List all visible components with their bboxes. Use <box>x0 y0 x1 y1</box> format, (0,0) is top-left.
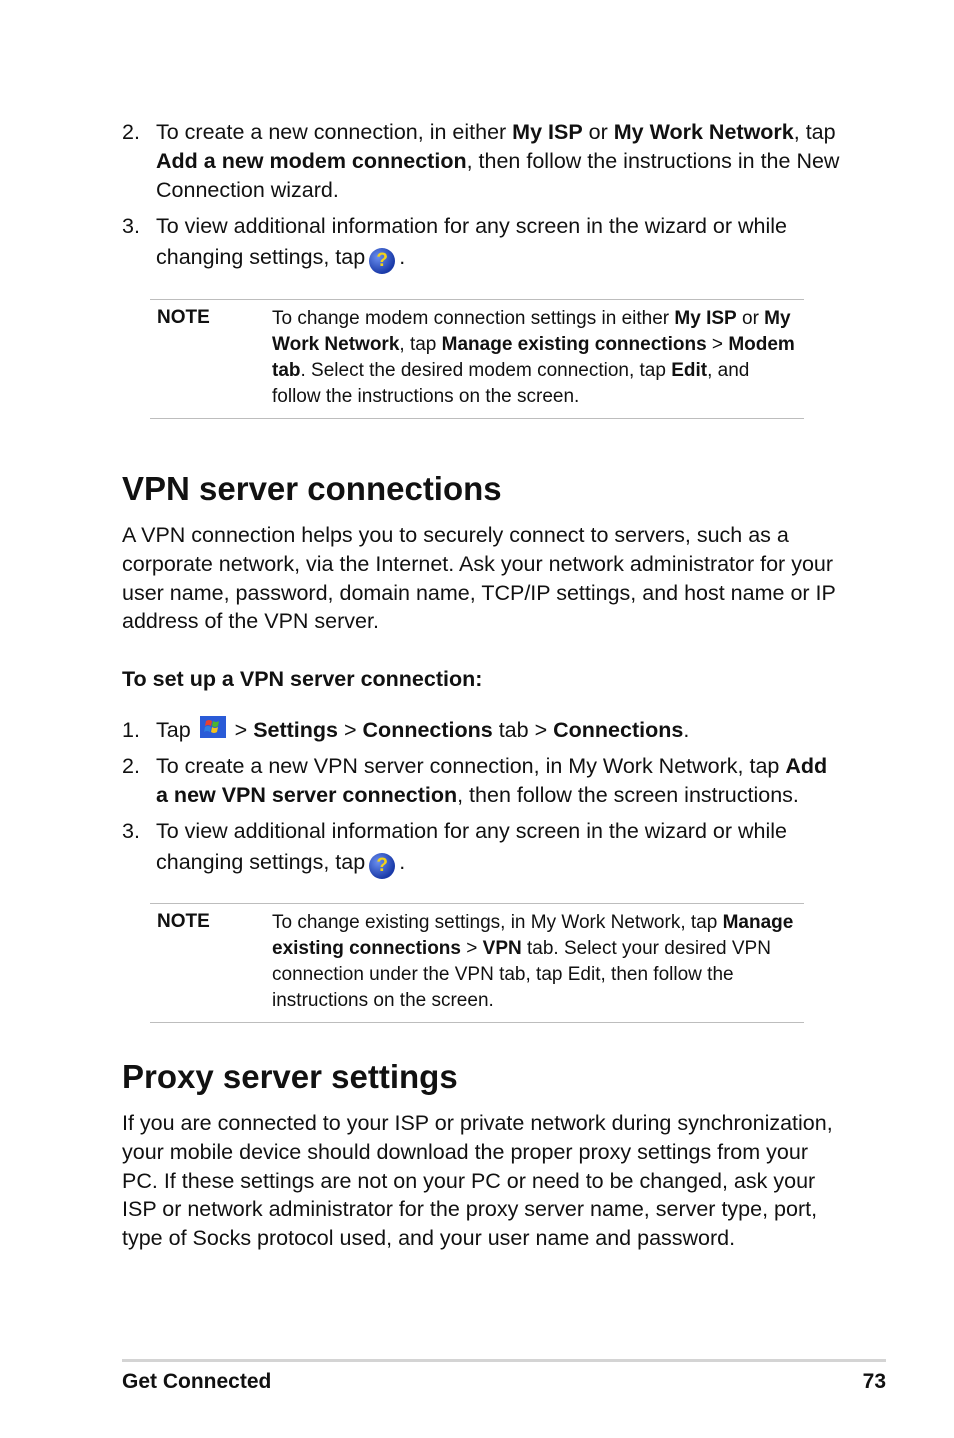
page-number: 73 <box>862 1370 886 1393</box>
vpn-subheading: To set up a VPN server connection: <box>122 667 483 691</box>
note-text: To change modem connection settings in either My ISP or My Work Network, tap Manage existing connections > Modem tab. Select the desired modem connection, tap Edit, and follow the instructions on the screen. <box>272 308 795 407</box>
list-item: 1. Tap > Settings > Connections tab > Connections. <box>122 716 842 745</box>
help-question-icon: ? <box>369 248 395 274</box>
step-number: 2. <box>122 753 140 778</box>
note-label: NOTE <box>157 911 210 932</box>
vpn-steps-list <box>122 716 842 886</box>
step-number: 1. <box>122 718 140 742</box>
help-question-icon: ? <box>369 853 395 879</box>
note-text: To change existing settings, in My Work Network, tap Manage existing connections > VPN tab. Select your desired VPN connection under the VPN tab, tap Edit, then follow the instructions on the screen. <box>272 912 794 1011</box>
list-item: 2. To create a new connection, in either My ISP or My Work Network, tap Add a new modem connection, then follow the instructions in the New Connection wizard. <box>122 120 840 202</box>
proxy-paragraph: If you are connected to your ISP or private network during synchronization, your mobile device should download the proper proxy settings from your PC. If these settings are not on your PC or need to be changed, ask your ISP or network administrator for the proxy server name, server type, port, type of Socks protocol used, and your user name and password. <box>122 1111 833 1251</box>
footer-divider <box>122 1359 886 1362</box>
footer-section-title: Get Connected <box>122 1370 272 1393</box>
section-heading-proxy: Proxy server settings <box>122 1058 458 1095</box>
windows-start-icon <box>200 716 226 738</box>
note-box <box>150 903 804 1023</box>
list-item: 3. To view additional information for any screen in the wizard or while changing settings, tap ? . <box>122 816 842 879</box>
list-item: 3. To view additional information for any screen in the wizard or while changing settings, tap ? . <box>122 211 842 274</box>
step-number: 2. <box>122 120 140 144</box>
step-number: 3. <box>122 214 140 239</box>
top-steps-list <box>122 118 842 281</box>
vpn-intro-paragraph: A VPN connection helps you to securely connect to servers, such as a corporate network, via the Internet. Ask your network administrator for your user name, password, domain name, TCP/IP settings, and host name or IP address of the VPN server. <box>122 523 836 634</box>
note-box <box>150 299 804 419</box>
section-heading-vpn: VPN server connections <box>122 470 502 507</box>
note-label: NOTE <box>157 307 210 328</box>
list-item: 2. To create a new VPN server connection, in My Work Network, tap Add a new VPN server connection, then follow the screen instructions. <box>122 753 828 807</box>
step-number: 3. <box>122 819 140 844</box>
